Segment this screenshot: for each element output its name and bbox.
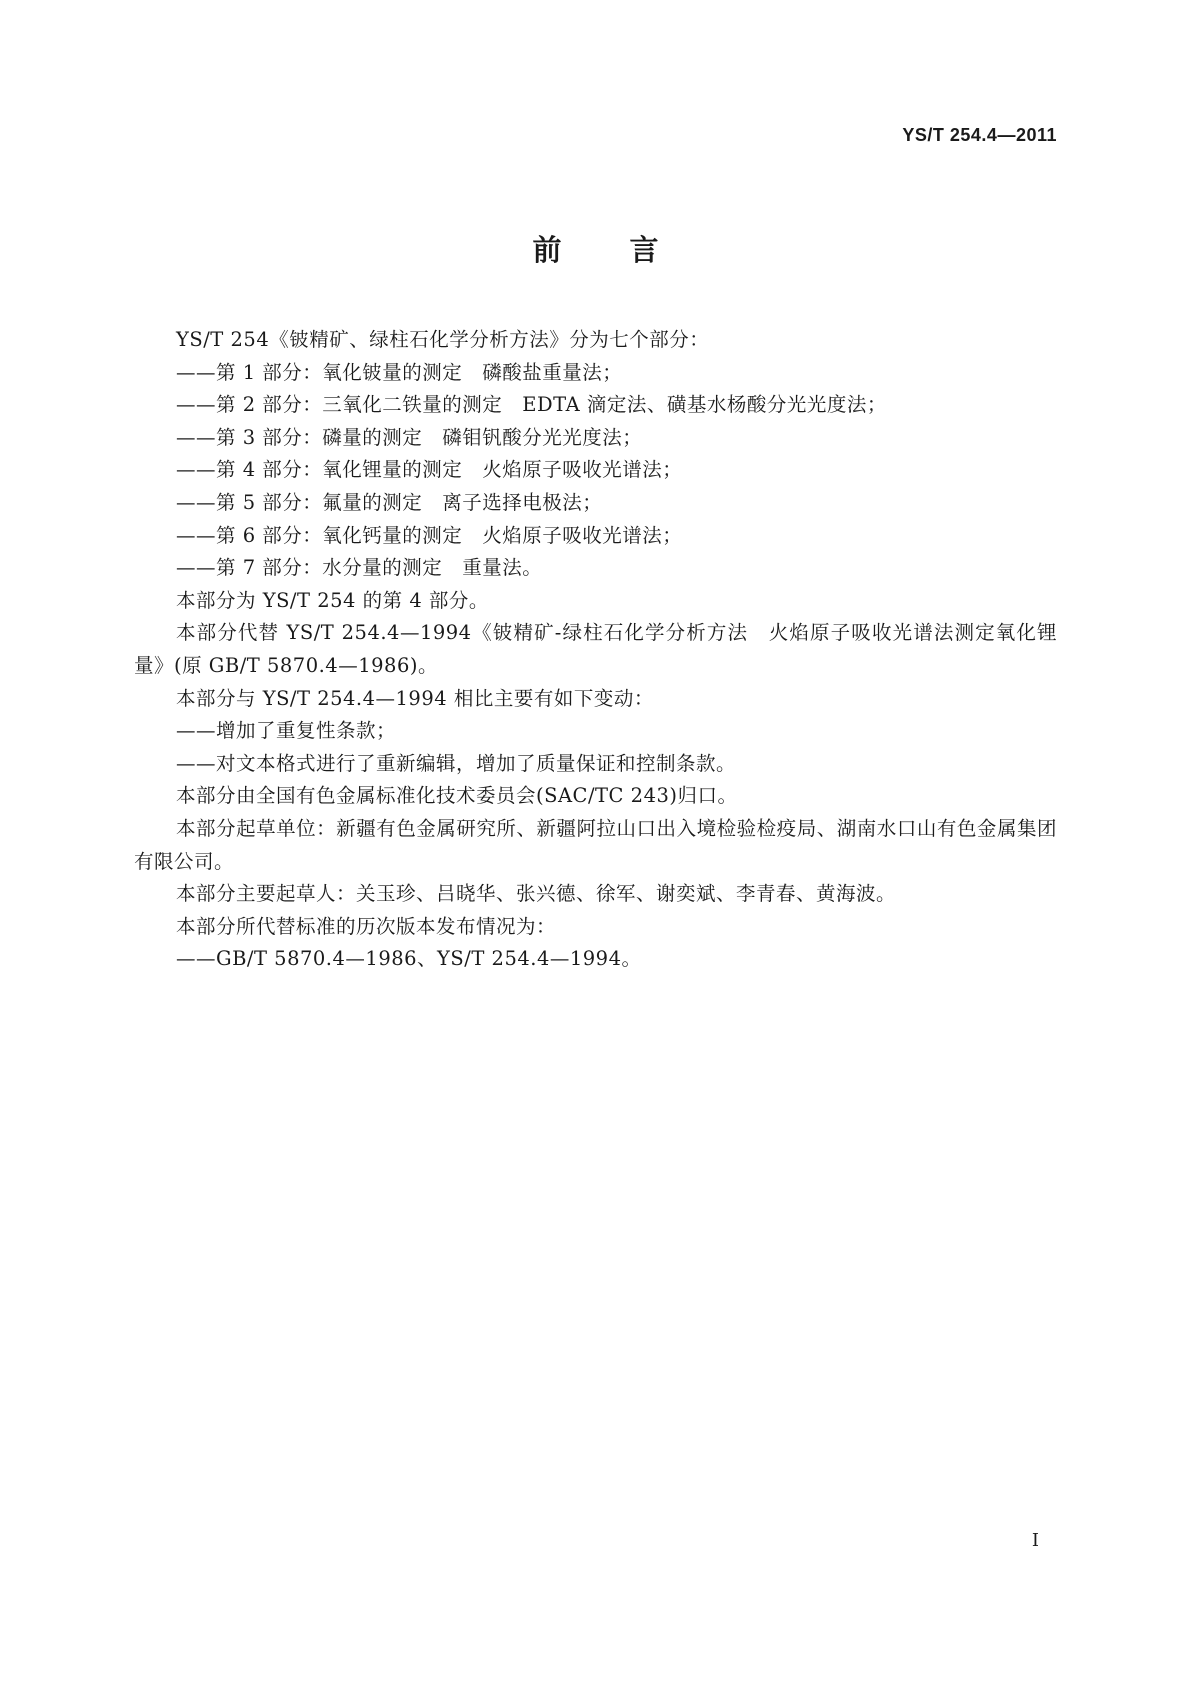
standard-number: YS/T 254.4—2011 [902, 125, 1057, 145]
paragraph-part-statement: 本部分为 YS/T 254 的第 4 部分。 [176, 588, 489, 612]
list-item-part-5: ——第 5 部分：氟量的测定 离子选择电极法； [176, 490, 603, 514]
paragraph-changes-intro: 本部分与 YS/T 254.4—1994 相比主要有如下变动： [176, 686, 654, 710]
paragraph-drafting-units: 本部分起草单位：新疆有色金属研究所、新疆阿拉山口出入境检验检疫局、湖南水口山有色金属集团有限公司。 [134, 816, 1057, 873]
list-item-change-1: ——增加了重复性条款； [176, 719, 397, 743]
page-number: I [1031, 1530, 1039, 1551]
paragraph-intro: YS/T 254《铍精矿、绿柱石化学分析方法》分为七个部分： [176, 328, 710, 351]
foreword-body [134, 324, 1057, 976]
page-title: 前言 [532, 233, 727, 267]
list-item-part-2: ——第 2 部分：三氧化二铁量的测定 EDTA 滴定法、磺基水杨酸分光光度法； [176, 393, 887, 417]
paragraph-committee: 本部分由全国有色金属标准化技术委员会(SAC/TC 243)归口。 [176, 784, 738, 808]
list-item-part-6: ——第 6 部分：氧化钙量的测定 火焰原子吸收光谱法； [176, 523, 683, 547]
paragraph-history-intro: 本部分所代替标准的历次版本发布情况为： [176, 914, 557, 938]
paragraph-drafters: 本部分主要起草人：关玉珍、吕晓华、张兴德、徐军、谢奕斌、李青春、黄海波。 [176, 882, 897, 906]
paragraph-replaces: 本部分代替 YS/T 254.4—1994《铍精矿-绿柱石化学分析方法 火焰原子吸收光谱法测定氧化锂量》(原 GB/T 5870.4—1986)。 [134, 621, 1057, 677]
list-item-part-4: ——第 4 部分：氧化锂量的测定 火焰原子吸收光谱法； [176, 458, 683, 482]
list-item-change-2: ——对文本格式进行了重新编辑，增加了质量保证和控制条款。 [176, 751, 737, 775]
list-item-part-3: ——第 3 部分：磷量的测定 磷钼钒酸分光光度法； [176, 425, 643, 449]
list-item-part-1: ——第 1 部分：氧化铍量的测定 磷酸盐重量法； [176, 360, 623, 384]
list-item-part-7: ——第 7 部分：水分量的测定 重量法。 [176, 556, 543, 580]
list-item-history: ——GB/T 5870.4—1986、YS/T 254.4—1994。 [176, 947, 642, 971]
